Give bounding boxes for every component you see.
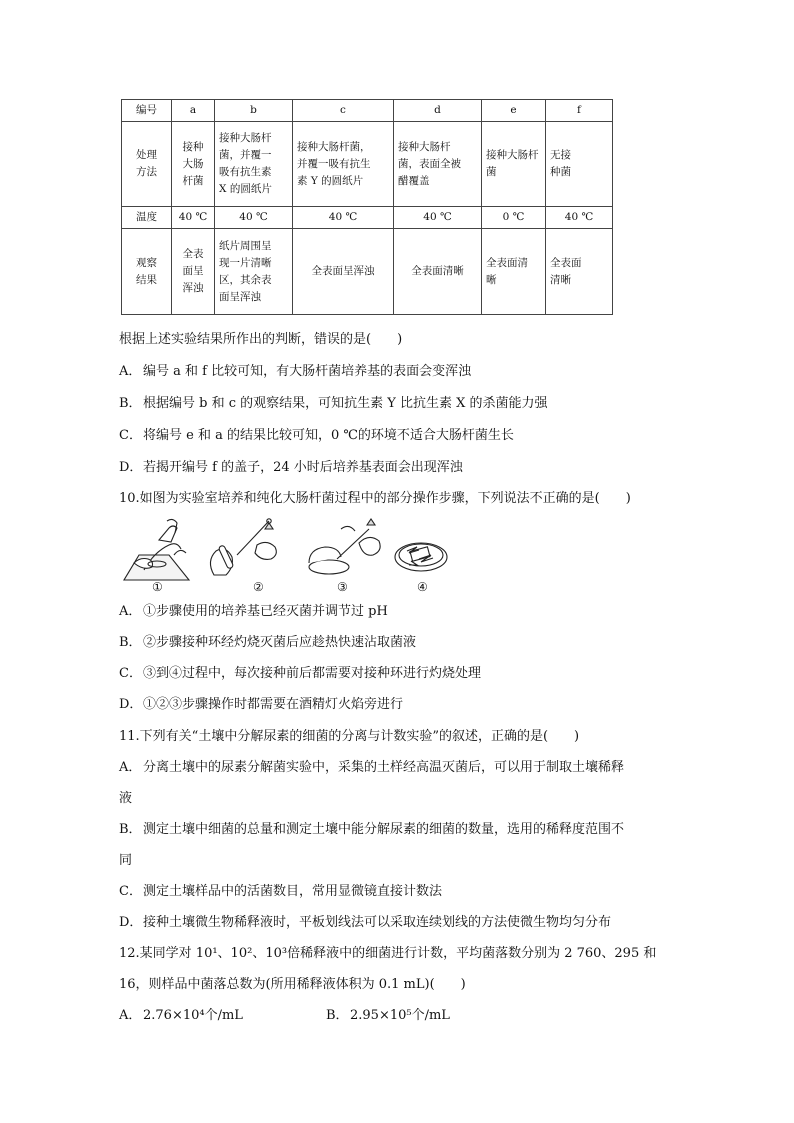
step2-illustration (210, 519, 276, 575)
table-cell: 全表面 清晰 (550, 256, 582, 286)
option-text: ①②③步骤操作时都需要在酒精灯火焰旁进行 (143, 697, 404, 712)
option-text: ③到④过程中，每次接种前后都需要对接种环进行灼烧处理 (143, 666, 482, 681)
table-cell: 接种大肠杆 菌，表面全被 醋覆盖 (398, 140, 461, 187)
table-header-cell: c (293, 100, 394, 122)
q9-option-d (119, 459, 463, 477)
row-label: 观察 结果 (136, 256, 157, 286)
q11-option-a-cont: 液 (119, 791, 133, 806)
q11-option-c (119, 883, 442, 901)
table-cell: 接种大肠杆 菌 (486, 149, 539, 178)
step4-illustration (395, 543, 447, 571)
step-label-3: ③ (337, 580, 348, 594)
option-label: B． (119, 396, 142, 411)
table-cell: 40 ℃ (423, 211, 452, 223)
option-text: 将编号 e 和 a 的结果比较可知，0 ℃的环境不适合大肠杆菌生长 (143, 428, 514, 443)
q10-option-c (119, 665, 481, 683)
step-label-4: ④ (417, 580, 428, 594)
q9-option-b (119, 395, 548, 413)
table-header-cell: b (215, 100, 293, 122)
q12-option-b (326, 1007, 450, 1025)
table-cell: 全表面清 晰 (486, 256, 528, 286)
table-cell: 40 ℃ (564, 211, 594, 223)
table-header-cell: d (394, 100, 482, 122)
option-text: 2.76×10⁴个/mL (143, 1008, 243, 1023)
option-text: 接种土壤微生物稀释液时，平板划线法可以采取连续划线的方法使微生物均匀分布 (143, 915, 612, 930)
option-label: B． (326, 1008, 349, 1023)
table-cell: 全表面呈浑浊 (311, 265, 375, 277)
table-cell: 全表 面呈 浑浊 (182, 248, 204, 294)
q9-option-c (119, 427, 514, 445)
q11-option-d (119, 914, 611, 932)
option-label: C． (119, 884, 142, 899)
option-label: D． (119, 460, 143, 475)
q11-stem: 11.下列有关“土壤中分解尿素的细菌的分离与计数实验”的叙述，正确的是( ) (119, 729, 580, 744)
procedure-illustration (119, 515, 449, 595)
q10-option-d (119, 696, 403, 714)
step3-illustration (309, 519, 380, 574)
option-text: 测定土壤样品中的活菌数目，常用显微镜直接计数法 (143, 884, 443, 899)
step1-illustration (124, 519, 189, 580)
table-row (122, 229, 613, 315)
table-cell: 接种大肠杆 菌，并覆一 吸有抗生素 X 的圆纸片 (219, 132, 272, 195)
q10-stem: 10.如图为实验室培养和纯化大肠杆菌过程中的部分操作步骤，下列说法不正确的是( ) (119, 491, 631, 506)
option-label: C． (119, 666, 142, 681)
option-label: B． (119, 635, 142, 650)
table-cell: 40 ℃ (178, 211, 208, 223)
table-cell: 0 ℃ (502, 211, 525, 223)
option-text: ②步骤接种环经灼烧灭菌后应趁热快速沾取菌液 (143, 635, 417, 650)
table-cell: 接种 大肠 杆菌 (182, 140, 204, 187)
table-cell: 40 ℃ (328, 211, 358, 223)
option-text: 分离土壤中的尿素分解菌实验中，采集的土样经高温灭菌后，可以用于制取土壤稀释 (143, 760, 625, 775)
option-text: ①步骤使用的培养基已经灭菌并调节过 pH (143, 604, 388, 619)
option-label: D． (119, 915, 143, 930)
table-header-row (122, 100, 613, 122)
option-text: 若揭开编号 f 的盖子，24 小时后培养基表面会出现浑浊 (143, 460, 463, 475)
row-label: 温度 (136, 211, 157, 223)
table-header-cell: 编号 (122, 100, 172, 122)
table-cell: 无接 种菌 (550, 149, 571, 178)
option-text: 测定土壤中细菌的总量和测定土壤中能分解尿素的细菌的数量，选用的稀释度范围不 (143, 822, 625, 837)
option-label: D． (119, 697, 143, 712)
q9-option-a (119, 363, 471, 381)
experiment-table (121, 99, 613, 315)
q12-option-a (119, 1007, 243, 1025)
option-label: A． (119, 1008, 142, 1023)
step-label-1: ① (152, 580, 163, 594)
option-label: A． (119, 760, 142, 775)
q10-option-b (119, 634, 416, 652)
q12-stem-line2: 16，则样品中菌落总数为(所用稀释液体积为 0.1 mL)( ) (119, 977, 466, 992)
option-label: A． (119, 364, 142, 379)
option-label: C． (119, 428, 142, 443)
q11-option-b (119, 821, 624, 839)
table-cell: 纸片周围呈 现一片清晰 区，其余表 面呈浑浊 (219, 239, 272, 303)
table-row (122, 122, 613, 207)
q12-stem-line1: 12.某同学对 10¹、10²、10³倍稀释液中的细菌进行计数，平均菌落数分别为 2 760、295 和 (119, 946, 657, 961)
table-header-cell: f (546, 100, 613, 122)
table-header-cell: e (482, 100, 546, 122)
row-label: 处理 方法 (136, 149, 157, 178)
option-label: A． (119, 604, 142, 619)
procedure-figure (119, 515, 449, 595)
table-header-cell: a (172, 100, 215, 122)
table-cell: 40 ℃ (239, 211, 268, 223)
q11-option-b-cont: 同 (119, 853, 133, 868)
q10-option-a (119, 603, 388, 621)
table-row (122, 207, 613, 229)
table-cell: 全表面清晰 (411, 265, 464, 277)
option-text: 根据编号 b 和 c 的观察结果，可知抗生素 Y 比抗生素 X 的杀菌能力强 (143, 396, 548, 411)
option-text: 2.95×10⁵个/mL (350, 1008, 450, 1023)
option-text: 编号 a 和 f 比较可知，有大肠杆菌培养基的表面会变浑浊 (143, 364, 472, 379)
table-cell: 接种大肠杆菌， 并覆一吸有抗生 素 Y 的圆纸片 (297, 140, 371, 187)
step-label-2: ② (253, 580, 264, 594)
q11-option-a (119, 759, 624, 777)
option-label: B． (119, 822, 142, 837)
q9-stem: 根据上述实验结果所作出的判断，错误的是( ) (119, 332, 403, 347)
